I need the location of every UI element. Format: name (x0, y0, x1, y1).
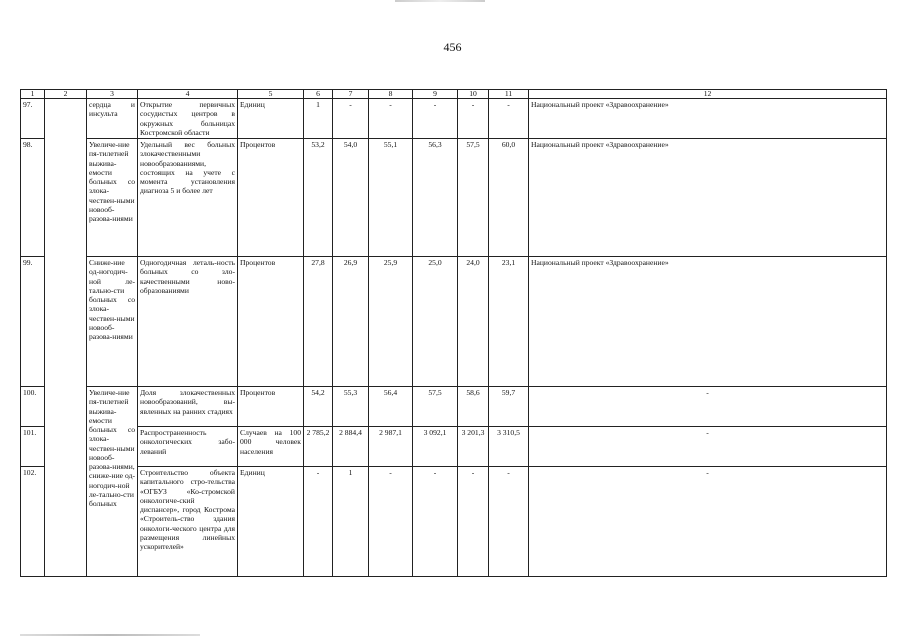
scan-artifact-bottom (20, 634, 200, 636)
value-cell: 56,3 (413, 139, 458, 257)
task-cell (45, 99, 87, 577)
table-row (21, 427, 887, 467)
indicator-cell: Доля злокачественных новообразований, вы-явленных на ранних стадиях (138, 387, 238, 427)
unit-cell: Единиц (238, 467, 304, 577)
value-cell: - (489, 467, 529, 577)
header-cell: 11 (489, 90, 529, 99)
value-cell: 23,1 (489, 257, 529, 387)
indicator-cell: Открытие первичных сосудистых центров в окружных больницах Костромской области (138, 99, 238, 139)
value-cell: 24,0 (458, 257, 489, 387)
unit-cell: Процентов (238, 387, 304, 427)
value-cell: 54,0 (333, 139, 369, 257)
value-cell: 3 092,1 (413, 427, 458, 467)
scan-artifact-top (395, 0, 485, 2)
goal-cell-merged: Увеличе-ние пя-тилетней выжива-емости больных со злока-чествен-ными новооб-разова-ниями, сниже-ние од-ногодич-ной ле-тально-сти больных (87, 387, 138, 577)
value-cell: - (458, 99, 489, 139)
value-cell: - (413, 467, 458, 577)
value-cell: - (489, 99, 529, 139)
row-number: 100. (21, 387, 45, 427)
unit-cell: Процентов (238, 139, 304, 257)
header-cell: 9 (413, 90, 458, 99)
value-cell: 60,0 (489, 139, 529, 257)
value-cell: 27,8 (304, 257, 333, 387)
value-cell: 3 201,3 (458, 427, 489, 467)
unit-cell: Единиц (238, 99, 304, 139)
value-cell: 25,0 (413, 257, 458, 387)
row-number: 101. (21, 427, 45, 467)
header-cell: 6 (304, 90, 333, 99)
project-cell: Национальный проект «Здравоохранение» (529, 139, 887, 257)
unit-cell: Процентов (238, 257, 304, 387)
table-row (21, 99, 887, 139)
goal-cell: Увеличе-ние пя-тилетней выжива-емости больных со злока-чествен-ными новооб-разова-ниями (87, 139, 138, 257)
project-cell: Национальный проект «Здравоохранение» (529, 257, 887, 387)
value-cell: - (369, 467, 413, 577)
value-cell: 58,6 (458, 387, 489, 427)
value-cell: 1 (333, 467, 369, 577)
goal-cell: сердца и инсульта (87, 99, 138, 139)
value-cell: 53,2 (304, 139, 333, 257)
value-cell: 2 884,4 (333, 427, 369, 467)
project-cell: - (529, 427, 887, 467)
header-cell: 12 (529, 90, 887, 99)
value-cell: 57,5 (458, 139, 489, 257)
indicator-cell: Строительство объекта капитального стро-тельства «ОГБУЗ «Ко-стромской онкологиче-ский диспансер», город Кострома «Строитель-ство здания онкологи-ческого центра для размещения линейных ускорителей» (138, 467, 238, 577)
indicator-cell: Распространенность онкологических забо-леваний (138, 427, 238, 467)
value-cell: 56,4 (369, 387, 413, 427)
page-number: 456 (443, 40, 462, 54)
row-number: 102. (21, 467, 45, 577)
value-cell: 3 310,5 (489, 427, 529, 467)
value-cell: 54,2 (304, 387, 333, 427)
value-cell: 1 (304, 99, 333, 139)
value-cell: 55,1 (369, 139, 413, 257)
row-number: 97. (21, 99, 45, 139)
header-cell: 8 (369, 90, 413, 99)
value-cell: 57,5 (413, 387, 458, 427)
row-number: 99. (21, 257, 45, 387)
value-cell: 25,9 (369, 257, 413, 387)
table-row (21, 139, 887, 257)
table-row (21, 257, 887, 387)
project-cell: - (529, 467, 887, 577)
table-row (21, 467, 887, 577)
goal-cell: Сниже-ние од-ногодич-ной ле-тально-сти больных со злока-чествен-ными новооб-разова-ниями (87, 257, 138, 387)
row-number: 98. (21, 139, 45, 257)
indicator-cell: Одногодичная леталь-ность больных со зло-качественными ново-образованиями (138, 257, 238, 387)
indicator-cell: Удельный вес больных злокачественными новообразованиями, состоящих на учете с момента установления диагноза 5 и более лет (138, 139, 238, 257)
value-cell: - (458, 467, 489, 577)
value-cell: 2 987,1 (369, 427, 413, 467)
value-cell: - (304, 467, 333, 577)
header-cell: 2 (45, 90, 87, 99)
table-row (21, 387, 887, 427)
header-cell: 4 (138, 90, 238, 99)
value-cell: 59,7 (489, 387, 529, 427)
header-cell: 5 (238, 90, 304, 99)
project-cell: - (529, 387, 887, 427)
unit-cell: Случаев на 100 000 человек населения (238, 427, 304, 467)
indicators-table (20, 89, 887, 577)
project-cell: Национальный проект «Здравоохранение» (529, 99, 887, 139)
value-cell: - (413, 99, 458, 139)
header-cell: 10 (458, 90, 489, 99)
value-cell: - (369, 99, 413, 139)
header-cell: 3 (87, 90, 138, 99)
value-cell: 26,9 (333, 257, 369, 387)
value-cell: 2 785,2 (304, 427, 333, 467)
header-cell: 1 (21, 90, 45, 99)
header-cell: 7 (333, 90, 369, 99)
value-cell: 55,3 (333, 387, 369, 427)
value-cell: - (333, 99, 369, 139)
table-header-row (21, 90, 887, 99)
